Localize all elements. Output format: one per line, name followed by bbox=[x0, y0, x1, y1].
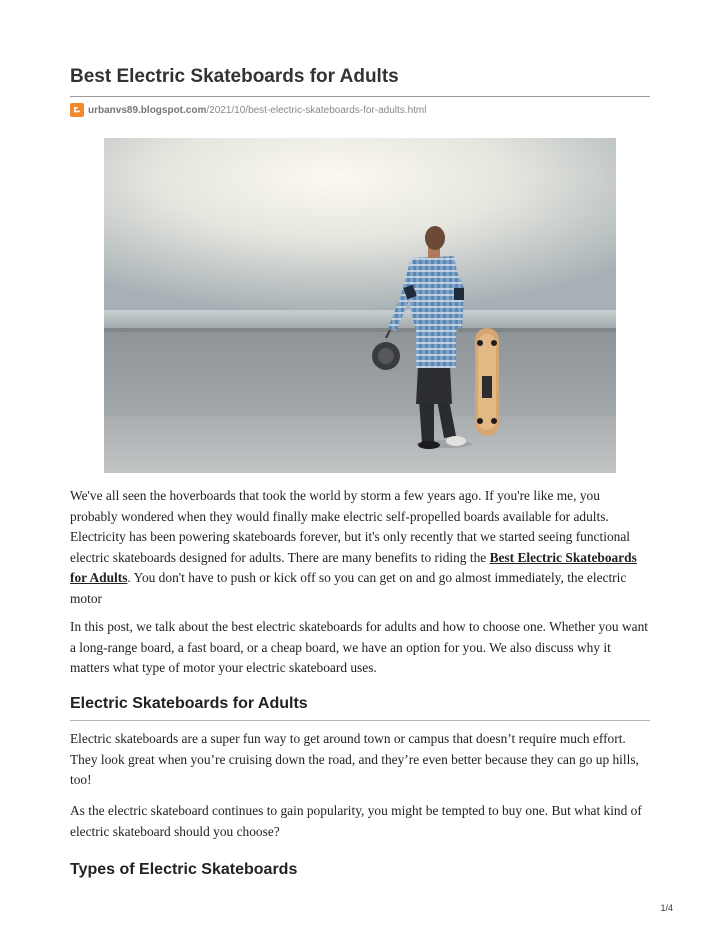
source-url[interactable] bbox=[70, 101, 426, 119]
intro-text-start: We've all seen the hoverboards that took the world by storm a few years ago. If you're like me, you probably wondered when they would finally make electric self-propelled boards available for adults. Electricity has been powering skateboards forever, but it's only recently that we started seeing functional electric skateboards designed for adults. There are many benefits to riding the bbox=[70, 488, 631, 565]
photo-man-with-skateboard-at-seawall-icon bbox=[104, 138, 616, 473]
section-divider bbox=[70, 720, 650, 721]
section-heading-types: Types of Electric Skateboards bbox=[70, 861, 298, 878]
title-divider bbox=[70, 96, 650, 97]
hero-image bbox=[104, 138, 616, 473]
page-number: 1/4 bbox=[660, 903, 673, 913]
section-paragraph-2: As the electric skateboard continues to gain popularity, you might be tempted to buy one. But what kind of electric skateboard should you choose? bbox=[70, 803, 642, 839]
source-path[interactable]: /2021/10/best-electric-skateboards-for-adults.html bbox=[206, 104, 427, 116]
intro-paragraph bbox=[70, 486, 650, 609]
best-electric-skateboards-link[interactable]: Best Electric Skateboards for Adults bbox=[70, 549, 637, 585]
intro-text-end: . You don't have to push or kick off so you can get on and go almost immediately, the electric motor bbox=[70, 570, 627, 606]
section-paragraph-1: Electric skateboards are a super fun way to get around town or campus that doesn’t require much effort. They look great when you’re cruising down the road, and they’re even better because they can go up hills, too! bbox=[70, 731, 639, 787]
blogger-icon bbox=[70, 103, 84, 117]
overview-paragraph: In this post, we talk about the best electric skateboards for adults and how to choose one. Whether you want a long-range board, a fast board, or a cheap board, we have an option for you. We also discuss why it matters what type of motor your electric skateboard uses. bbox=[70, 619, 649, 675]
page-title: Best Electric Skateboards for Adults bbox=[70, 66, 399, 87]
source-domain[interactable]: urbanvs89.blogspot.com bbox=[88, 104, 207, 116]
section-heading-electric-skateboards: Electric Skateboards for Adults bbox=[70, 695, 308, 712]
